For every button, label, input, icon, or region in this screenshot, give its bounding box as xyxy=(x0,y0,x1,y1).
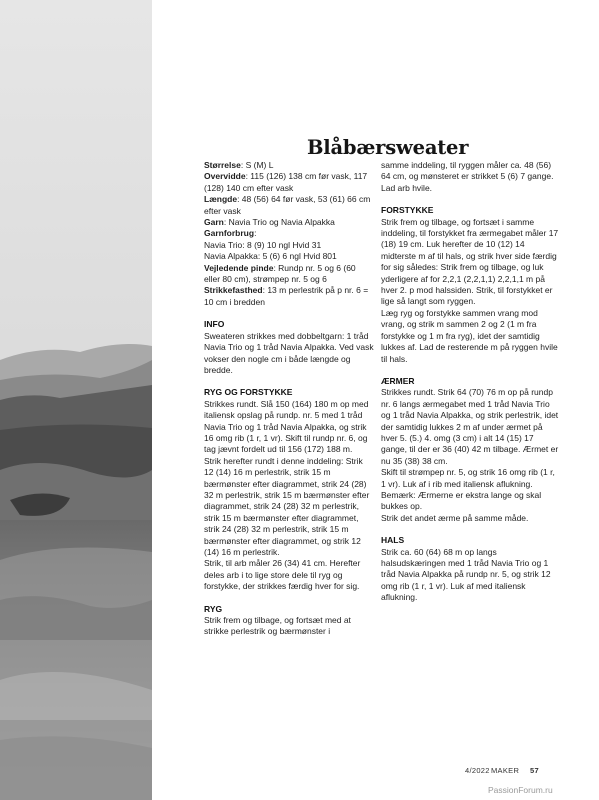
body-text-3: Strik, til arb måler 26 (34) 41 cm. Herefter deles arb i to lige store dele til ryg og forstykke, der strikkes færdig hver for sig. xyxy=(204,558,361,592)
body-text-1: Strikkes rundt. Slå 150 (164) 180 m op med italiensk opslag på rundp. nr. 5 med 1 tråd Navia Trio og 1 tråd Navia Alpakka, og strik 16 omg rib (1 r, 1 vr). Skift til rundp nr. 6, og tag jævnt fordelt ud til 156 (172) 188 m. xyxy=(204,398,369,455)
right-column xyxy=(381,160,561,604)
section-heading-body: RYG OG FORSTYKKE xyxy=(204,387,293,398)
section-heading-sleeves: ÆRMER xyxy=(381,375,415,386)
spec-length: Længde: 48 (56) 64 før vask, 53 (61) 66 cm efter vask xyxy=(204,194,371,216)
sleeve-text-3: Bemærk: Ærmerne er ekstra lange og skal bukkes op. xyxy=(381,489,542,512)
issue-number: 4/2022 xyxy=(465,766,490,775)
landscape-photo xyxy=(0,0,152,800)
spec-trio: Navia Trio: 8 (9) 10 ngl Hvid 31 xyxy=(204,239,322,250)
front-text-2: Læg ryg og forstykke sammen vrang mod vrang, og strik m sammen 2 og 2 (1 m fra forstykke og 1 m fra ryg), idet der samtidig lukkes af. Lad de resterende m på ryggen hvile til hals. xyxy=(381,307,558,364)
section-heading-info: INFO xyxy=(204,319,225,330)
front-text-1: Strik frem og tilbage, og fortsæt i samme inddeling, til forstykket fra ærmegabet måler 17 (18) 19 cm. Luk herefter de 10 (12) 14 midterste m af til hals, og strik hver side færdig for sig således: Strik frem og tilbage, og luk yderligere af for 2,2,1 (2,2,1,1) 2,2,1,1 m på hver 2. p mod halssiden. Strik, til forstykket er lige så langt som ryggen. xyxy=(381,216,559,307)
section-heading-neck: HALS xyxy=(381,535,405,546)
spec-alpakka: Navia Alpakka: 5 (6) 6 ngl Hvid 801 xyxy=(204,251,337,262)
landscape-illustration xyxy=(0,0,152,800)
sleeve-text-4: Strik det andet ærme på samme måde. xyxy=(381,512,529,523)
page-number: 57 xyxy=(530,766,539,775)
info-text: Sweateren strikkes med dobbeltgarn: 1 tråd Navia Trio og 1 tråd Navia Alpakka. Ved vask vokser den nogle cm i både længde og bredde. xyxy=(204,330,374,375)
spec-needles: Vejledende pinde: Rundp nr. 5 og 6 (60 eller 80 cm), strømpep nr. 5 og 6 xyxy=(204,262,356,285)
spec-chest: Overvidde: 115 (126) 138 cm før vask, 117 (128) 140 cm efter vask xyxy=(204,171,368,193)
spec-yarn-usage: Garnforbrug: xyxy=(204,228,257,239)
neck-text: Strik ca. 60 (64) 68 m op langs halsudskæringen med 1 tråd Navia Trio og 1 tråd Navia Alpakka på rundp nr. 5, og strik 12 omg rib (1 r, 1 vr). Luk af med italiensk aflukning. xyxy=(381,546,551,603)
section-heading-front: FORSTYKKE xyxy=(381,205,434,216)
sleeve-text-1: Strikkes rundt. Strik 64 (70) 76 m op på rundp nr. 6 langs ærmegabet med 1 tråd Navia Trio og 1 tråd Navia Alpakka, og strik perlestrik, idet der samtidig lukkes 2 m af under ærmet på hver 5. (5.) 4. omg (3 cm) i alt 14 (15) 17 gange, til der er 36 (40) 42 m tilbage. Ærmet er nu 35 (38) 38 cm. xyxy=(381,387,559,466)
spec-gauge: Strikkefasthed: 13 m perlestrik på p nr. 6 = 10 cm i bredden xyxy=(204,285,369,307)
body-text-2: Strik herefter rundt i denne inddeling: Strik 12 (14) 16 m perlestrik, strik 15 m bærmønster efter diagrammet, strik 24 (28) 32 m perlestrik, strik 15 m bærmønster efter diagrammet, strik 24 (28) 32 m perlestrik, strik 15 m bærmønster efter diagrammet, strik 24 (28) 32 m perlestrik, strik 15 m bærmønster efter diagrammet, og strik 12 (14) 16 m perlestrik. xyxy=(204,455,370,557)
spec-yarn: Garn: Navia Trio og Navia Alpakka xyxy=(204,217,335,228)
section-heading-back: RYG xyxy=(204,603,223,614)
back-text: Strik frem og tilbage, og fortsæt med at strikke perlestrik og bærmønster i xyxy=(204,615,351,637)
watermark: PassionForum.ru xyxy=(488,785,553,795)
left-column xyxy=(204,160,374,638)
back-text-continued: samme inddeling, til ryggen måler ca. 48 (56) 64 cm, og mønsteret er strikket 5 (6) 7 gange. Lad arb hvile. xyxy=(381,160,554,193)
sleeve-text-2: Skift til strømpep nr. 5, og strik 16 omg rib (1 r, 1 vr). Luk af i rib med italiensk aflukning. xyxy=(381,467,555,489)
spec-size: Størrelse: S (M) L xyxy=(204,160,274,170)
page-title: Blåbærsweater xyxy=(307,136,469,159)
magazine-name: MAKER xyxy=(491,766,520,775)
